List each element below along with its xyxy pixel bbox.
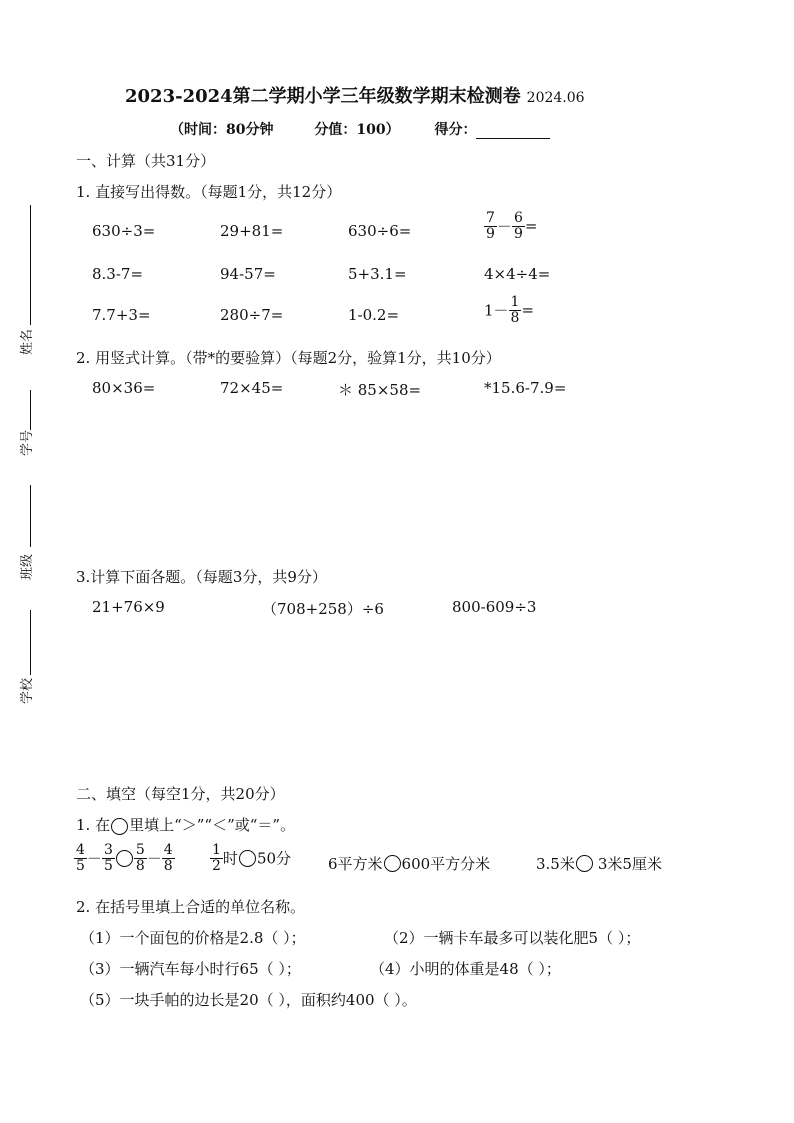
one-minus: 1－ — [484, 301, 509, 320]
mixed-calc-item: （708+258）÷6 — [262, 600, 384, 618]
unit-fill-item: （3）一辆汽车每小时行65（ ）； — [80, 960, 301, 978]
numerator: 4 — [163, 842, 173, 858]
fraction — [509, 295, 522, 325]
side-line-school — [30, 610, 31, 675]
numerator: 1 — [510, 294, 520, 310]
denominator: 8 — [135, 857, 145, 874]
denominator: 9 — [513, 225, 523, 242]
compare-right: 3米5厘米 — [597, 855, 662, 873]
compare-circle[interactable] — [576, 855, 593, 872]
calc-item: 630÷3= — [92, 222, 156, 240]
numerator: 1 — [212, 842, 221, 858]
numerator: 3 — [103, 842, 113, 858]
calc-item: 1-0.2= — [348, 306, 400, 324]
fraction-subtraction — [484, 211, 537, 241]
fraction — [484, 211, 497, 241]
s1-q1-heading: 1. 直接写出得数。（每题1分，共12分） — [76, 183, 342, 201]
circle-blank-icon — [111, 818, 128, 835]
compare-circle[interactable] — [116, 850, 133, 867]
calc-item: 7.7+3= — [92, 306, 151, 324]
s2-q2-heading: 2. 在括号里填上合适的单位名称。 — [76, 898, 306, 916]
exam-score-label: 得分： — [434, 122, 477, 138]
fraction — [210, 843, 223, 873]
minus-sign: － — [86, 849, 102, 868]
compare-left: 3.5米 — [536, 855, 575, 873]
denominator: 5 — [76, 857, 85, 874]
vertical-calc-item: *15.6-7.9= — [484, 379, 567, 397]
compare-item-1 — [74, 843, 175, 873]
heading-post: 里填上“＞”“＜”或“＝”。 — [129, 816, 296, 834]
mixed-calc-item: 21+76×9 — [92, 598, 165, 616]
calc-item: 5+3.1= — [348, 265, 407, 283]
denominator: 8 — [510, 309, 520, 326]
compare-item-2 — [210, 843, 291, 873]
denominator: 8 — [163, 857, 173, 874]
unit-fill-item: （2）一辆卡车最多可以装化肥5（ ）； — [384, 929, 641, 947]
fraction-subtraction — [484, 295, 534, 325]
side-label-id: 学号 — [20, 429, 35, 456]
heading-pre: 1. 在 — [76, 816, 111, 834]
fraction — [134, 843, 147, 873]
fraction — [162, 843, 175, 873]
equals-sign: = — [524, 217, 538, 236]
exam-time: （时间：80分钟 — [170, 122, 274, 138]
unit-fill-item: （4）小明的体重是48（ ）； — [370, 960, 561, 978]
fraction — [512, 211, 525, 241]
side-line-class — [30, 485, 31, 547]
calc-item: 280÷7= — [220, 306, 284, 324]
denominator: 2 — [212, 857, 221, 874]
calc-item: 94-57= — [220, 265, 276, 283]
exam-info — [170, 119, 550, 139]
side-label-class: 班级 — [20, 553, 35, 580]
numerator: 6 — [513, 210, 523, 226]
denominator: 5 — [103, 857, 113, 874]
page-title — [125, 82, 585, 108]
compare-right: 50分 — [256, 849, 292, 868]
numerator: 5 — [135, 842, 145, 858]
calc-item: 4×4÷4= — [484, 265, 551, 283]
score-blank — [476, 124, 550, 139]
s1-q2-heading: 2. 用竖式计算。（带*的要验算）（每题2分，验算1分，共10分） — [76, 349, 501, 367]
fraction — [102, 843, 115, 873]
vertical-calc-item: 80×36= — [92, 379, 156, 397]
compare-left: 6平方米 — [328, 855, 383, 873]
s2-q1-heading — [76, 814, 295, 835]
denominator: 9 — [486, 225, 495, 242]
numerator: 7 — [486, 210, 495, 226]
s1-q3-heading: 3.计算下面各题。（每题3分，共9分） — [76, 568, 327, 586]
title-text: 2023-2024第二学期小学三年级数学期末检测卷 — [125, 86, 521, 107]
section1-heading: 一、计算（共31分） — [76, 152, 216, 170]
calc-item: 8.3-7= — [92, 265, 144, 283]
numerator: 4 — [76, 842, 85, 858]
vertical-calc-item: 72×45= — [220, 379, 284, 397]
exam-date: 2024.06 — [526, 90, 585, 106]
equals-sign: = — [521, 301, 535, 320]
side-line-name — [30, 205, 31, 325]
side-line-id — [30, 390, 31, 430]
vertical-calc-item: ＊ 85×58= — [338, 381, 422, 399]
unit-fill-item: （1）一个面包的价格是2.8（ ）； — [80, 929, 306, 947]
compare-circle[interactable] — [239, 850, 256, 867]
calc-item: 29+81= — [220, 222, 284, 240]
mixed-calc-item: 800-609÷3 — [452, 598, 537, 616]
unit-fill-item: （5）一块手帕的边长是20（ ），面积约400（ ）。 — [80, 991, 417, 1009]
compare-circle[interactable] — [384, 855, 401, 872]
unit-hour: 时 — [222, 849, 238, 868]
compare-item-3 — [328, 853, 490, 874]
side-label-name: 姓名 — [20, 328, 35, 355]
section2-heading: 二、填空（每空1分，共20分） — [76, 785, 285, 803]
minus-sign: － — [146, 849, 162, 868]
compare-item-4 — [536, 853, 662, 874]
exam-total: 分值：100） — [314, 122, 400, 138]
side-label-school: 学校 — [20, 677, 35, 704]
minus-sign: － — [496, 217, 512, 236]
fraction — [74, 843, 87, 873]
compare-right: 600平方分米 — [401, 855, 491, 873]
calc-item: 630÷6= — [348, 222, 412, 240]
